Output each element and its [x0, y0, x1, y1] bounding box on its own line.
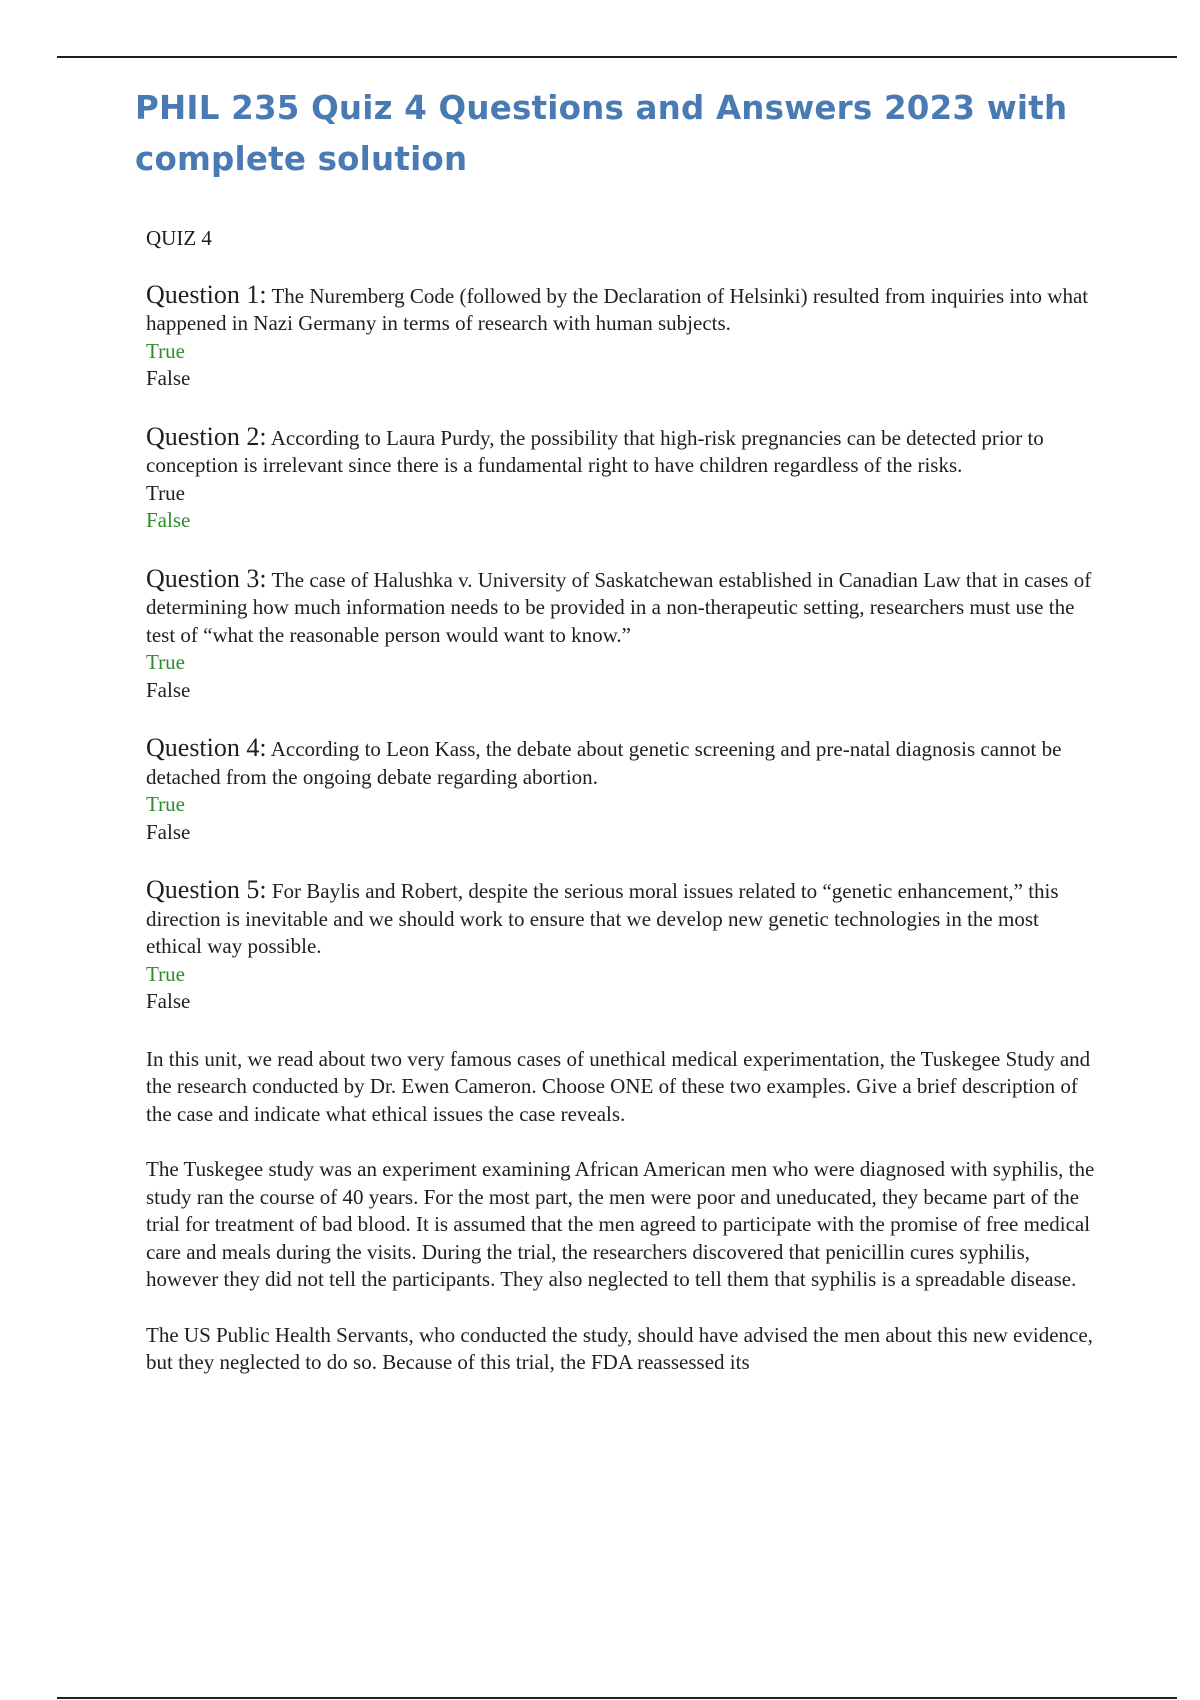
answer-option-true: True — [146, 650, 185, 674]
question-text — [146, 565, 1096, 650]
answer-option-false: False — [146, 366, 191, 390]
answer-option-false: False — [146, 989, 191, 1013]
question-number: Question 3: — [146, 563, 267, 593]
question-4 — [146, 734, 1096, 846]
question-text — [146, 734, 1096, 791]
question-body: The Nuremberg Code (followed by the Declaration of Helsinki) resulted from inquiries into what happened in Nazi Germany in terms of research with human subjects. — [146, 283, 1089, 335]
answer-option-true: True — [146, 792, 185, 816]
question-1 — [146, 281, 1096, 393]
top-horizontal-rule — [57, 56, 1177, 58]
document-title: PHIL 235 Quiz 4 Questions and Answers 2023 with complete solution — [135, 89, 1068, 178]
question-text — [146, 876, 1096, 906]
question-body-line-2: direction is inevitable and we should work to ensure that we develop new genetic technologies in the most ethical way possible. — [146, 906, 1039, 958]
answer-option-false: False — [146, 508, 191, 532]
question-number: Question 5: — [146, 875, 267, 904]
question-3 — [146, 565, 1096, 705]
quiz-label: QUIZ 4 — [146, 226, 212, 250]
document-body — [146, 225, 1096, 1405]
question-number: Question 2: — [146, 421, 267, 451]
answer-paragraph-1: The Tuskegee study was an experiment examining African American men who were diagnosed with syphilis, the study ran the course of 40 years. For the most part, the men were poor and uneducated, they became part of the trial for treatment of bad blood. It is assumed that the men agreed to participate with the promise of free medical care and meals during the visits. During the trial, the researchers discovered that penicillin cures syphilis, however they did not tell the participants. They also neglected to tell them that syphilis is a spreadable disease. — [146, 1157, 1095, 1291]
question-text — [146, 281, 1096, 338]
answer-option-true: True — [146, 480, 185, 505]
question-5 — [146, 876, 1096, 1016]
question-text — [146, 423, 1096, 480]
question-2 — [146, 423, 1096, 535]
question-body: According to Laura Purdy, the possibility that high-risk pregnancies can be detected prior to conception is irrelevant since there is a fundamental right to have children regardless of the risks. — [146, 425, 1044, 477]
answer-option-true: True — [146, 961, 185, 986]
question-body: The case of Halushka v. University of Saskatchewan established in Canadian Law that in cases of determining how much information needs to be provided in a non-therapeutic setting, researchers must use the test of “what the reasonable person would want to know.” — [146, 567, 1092, 647]
answer-option-false: False — [146, 677, 191, 702]
bottom-horizontal-rule — [57, 1697, 1177, 1699]
question-body-line-1: For Baylis and Robert, despite the serious moral issues related to “genetic enhancement,” this — [271, 879, 1059, 903]
question-body: According to Leon Kass, the debate about genetic screening and pre-natal diagnosis cannot be detached from the ongoing debate regarding abortion. — [146, 737, 1062, 789]
essay-prompt: In this unit, we read about two very famous cases of unethical medical experimentation, the Tuskegee Study and the research conducted by Dr. Ewen Cameron. Choose ONE of these two examples. Give a brief description of the case and indicate what ethical issues the case reveals. — [146, 1046, 1091, 1126]
answer-option-true: True — [146, 338, 185, 363]
question-number: Question 4: — [146, 733, 267, 762]
answer-option-false: False — [146, 819, 191, 844]
question-number: Question 1: — [146, 279, 267, 309]
answer-paragraph-2: The US Public Health Servants, who conducted the study, should have advised the men about this new evidence, but they neglected to do so. Because of this trial, the FDA reassessed its — [146, 1322, 1093, 1374]
